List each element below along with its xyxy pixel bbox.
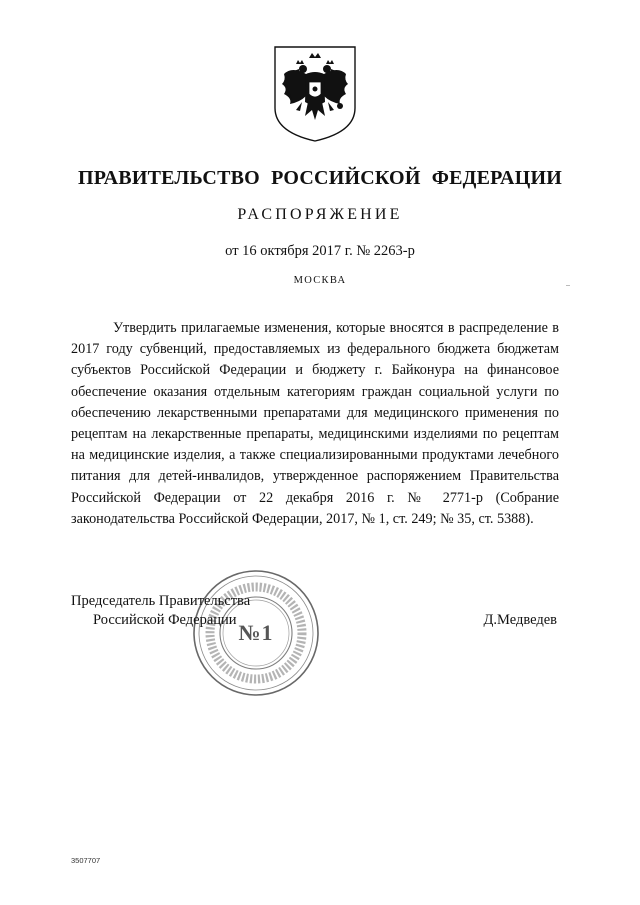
coat-of-arms-emblem-icon <box>272 44 358 144</box>
date-and-number: от 16 октября 2017 г. № 2263-р <box>225 243 415 259</box>
city-label: МОСКВА <box>293 275 347 286</box>
document-id: 3507707 <box>71 856 101 865</box>
signer-position-line2: Российской Федерации <box>93 612 237 628</box>
stamp-number: №1 <box>238 620 274 645</box>
signer-name: Д.Медведев <box>483 612 557 628</box>
scan-mark <box>566 285 570 286</box>
order-text: Утвердить прилагаемые изменения, которые вносятся в распределение в 2017 году субвенций, предоставляемых из федерального бюджета бюджетам субъектов Российской Федерации и бюджету г. Байконура на финансовое обеспечение оказания отдельным категориям граждан социальной услуги по обеспечению лекарственными препаратами для медицинского применения по рецептам на лекарственные препараты, медицинскими изделиями по рецептам на медицинские изделия, а также специализированными продуктами лечебного питания для детей-инвалидов, утвержденное распоряжением Правительства Российской Федерации от 22 декабря 2016 г. № 2771-р (Собрание законодательства Российской Федерации, 2017, № 1, ст. 249; № 35, ст. 5388). <box>71 320 559 527</box>
official-stamp <box>191 568 321 698</box>
issuer-title: ПРАВИТЕЛЬСТВО РОССИЙСКОЙ ФЕДЕРАЦИИ <box>78 167 562 189</box>
document-type: РАСПОРЯЖЕНИЕ <box>237 206 403 223</box>
signer-position-line1: Председатель Правительства <box>71 593 251 609</box>
